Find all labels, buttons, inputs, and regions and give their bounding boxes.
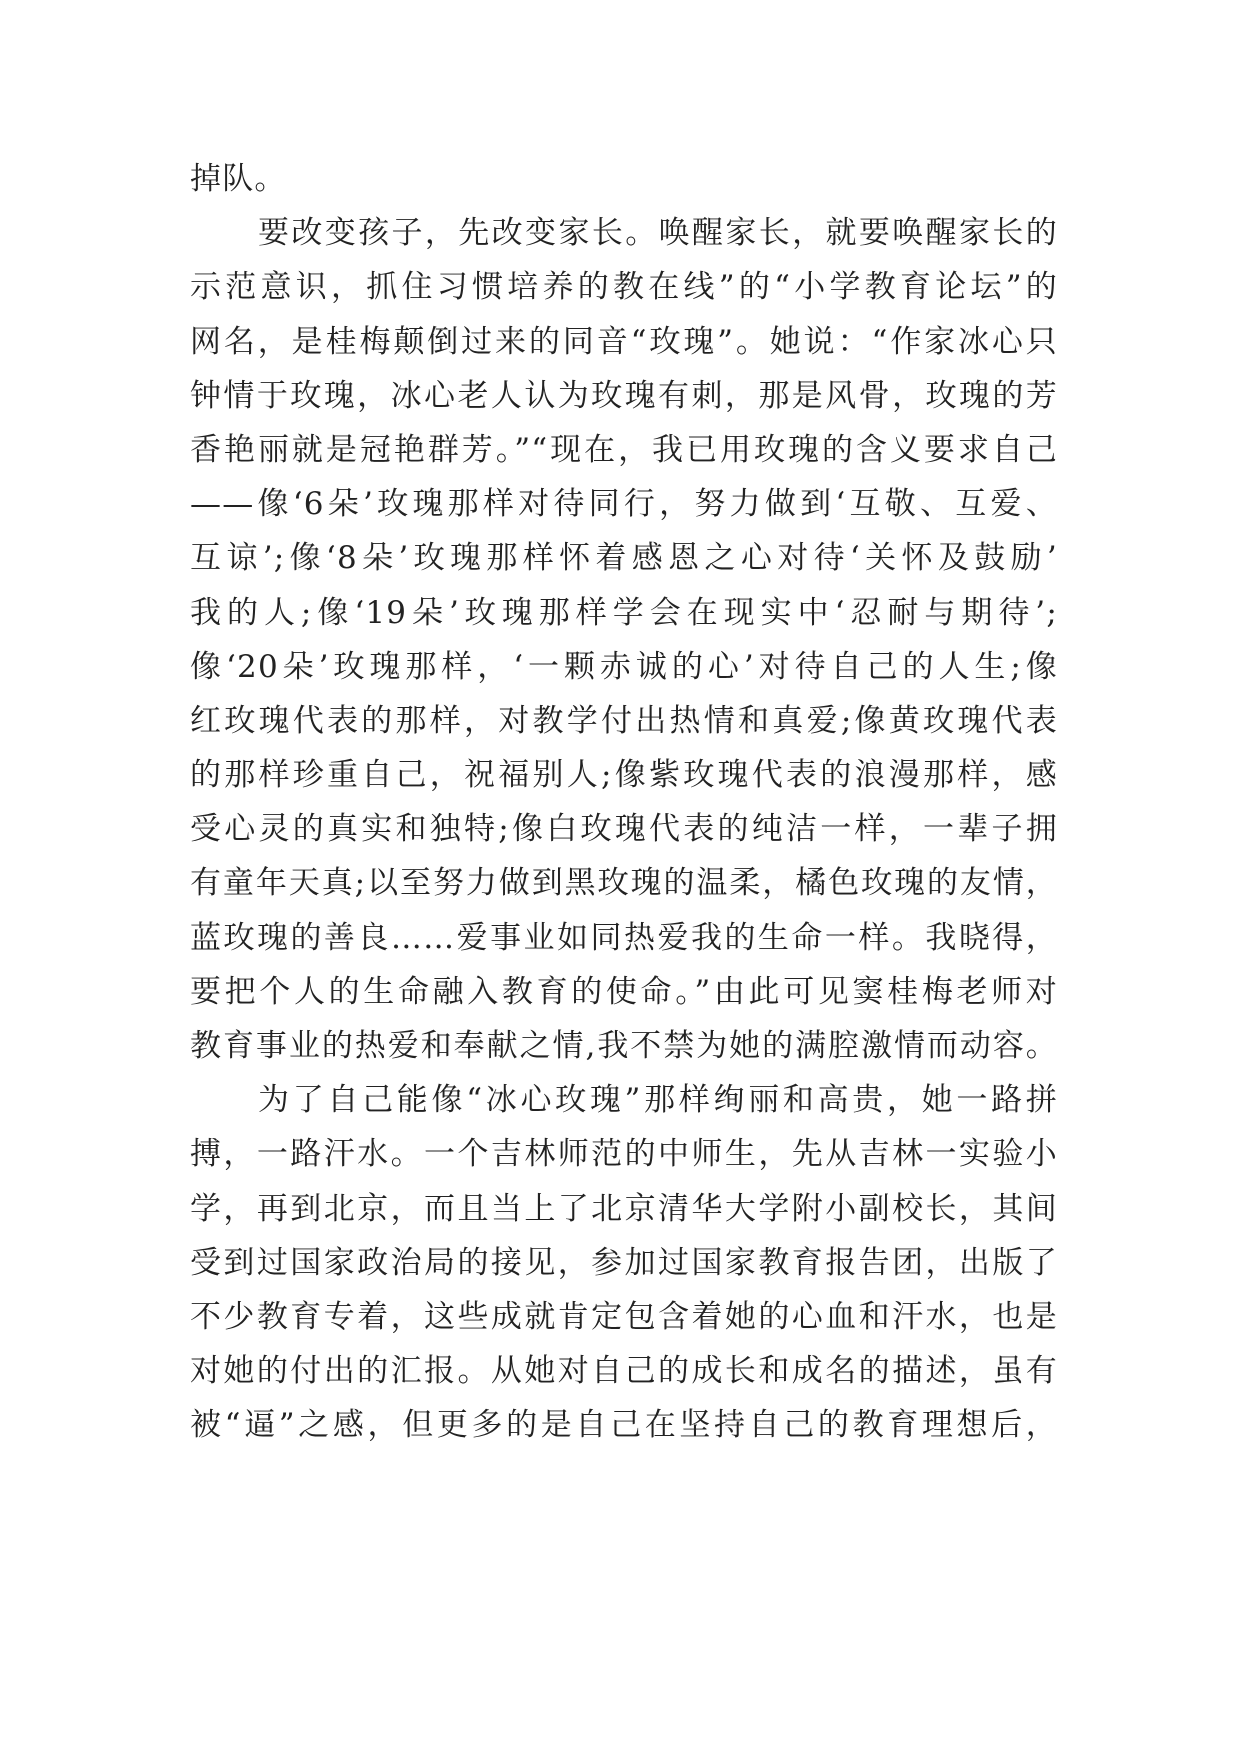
paragraph-first-line: 为了自己能像“冰心玫瑰”那样绚丽和高贵，她一路拼 <box>258 1082 1058 1119</box>
text-line: 掉队。 <box>190 161 287 197</box>
text-line: 不少教育专着，这些成就肯定包含着她的心血和汗水，也是 <box>190 1298 1058 1335</box>
text-line: 对她的付出的汇报。从她对自己的成长和成名的描述，虽有 <box>190 1353 1058 1390</box>
text-line: 网名，是桂梅颠倒过来的同音“玫瑰”。她说：“作家冰心只 <box>190 323 1058 360</box>
text-line: 被“逼”之感，但更多的是自己在坚持自己的教育理想后， <box>190 1407 1058 1444</box>
text-line: 钟情于玫瑰，冰心老人认为玫瑰有刺，那是风骨，玫瑰的芳 <box>190 377 1058 414</box>
text-line: 有童年天真;以至努力做到黑玫瑰的温柔，橘色玫瑰的友情， <box>190 865 1058 902</box>
text-line: 受心灵的真实和独特;像白玫瑰代表的纯洁一样，一辈子拥 <box>190 811 1058 848</box>
body-text <box>190 152 1058 1453</box>
text-line: 教育事业的热爱和奉献之情,我不禁为她的满腔激情而动容。 <box>190 1028 1058 1064</box>
text-line: 我的人;像‘19朵’玫瑰那样学会在现实中‘忍耐与期待’; <box>190 594 1058 631</box>
paragraph-first-line: 要改变孩子，先改变家长。唤醒家长，就要唤醒家长的 <box>258 215 1058 252</box>
text-line: ——像‘6朵’玫瑰那样对待同行，努力做到‘互敬、互爱、 <box>190 486 1058 523</box>
text-line: 要把个人的生命融入教育的使命。”由此可见窦桂梅老师对 <box>190 973 1058 1010</box>
text-line: 香艳丽就是冠艳群芳。”“现在，我已用玫瑰的含义要求自己 <box>190 431 1058 468</box>
text-line: 学，再到北京，而且当上了北京清华大学附小副校长，其间 <box>190 1190 1058 1227</box>
text-line: 互谅’;像‘8朵’玫瑰那样怀着感恩之心对待‘关怀及鼓励’ <box>190 540 1058 577</box>
text-line: 示范意识，抓住习惯培养的教在线”的“小学教育论坛”的 <box>190 269 1058 306</box>
text-line: 的那样珍重自己，祝福别人;像紫玫瑰代表的浪漫那样，感 <box>190 757 1058 794</box>
text-line: 红玫瑰代表的那样，对教学付出热情和真爱;像黄玫瑰代表 <box>190 702 1058 739</box>
text-line: 受到过国家政治局的接见，参加过国家教育报告团，出版了 <box>190 1244 1058 1281</box>
text-line: 像‘20朵’玫瑰那样，‘一颗赤诚的心’对待自己的人生;像 <box>190 648 1058 685</box>
text-line: 搏，一路汗水。一个吉林师范的中师生，先从吉林一实验小 <box>190 1136 1058 1173</box>
text-line: 蓝玫瑰的善良……爱事业如同热爱我的生命一样。我晓得， <box>190 919 1058 956</box>
